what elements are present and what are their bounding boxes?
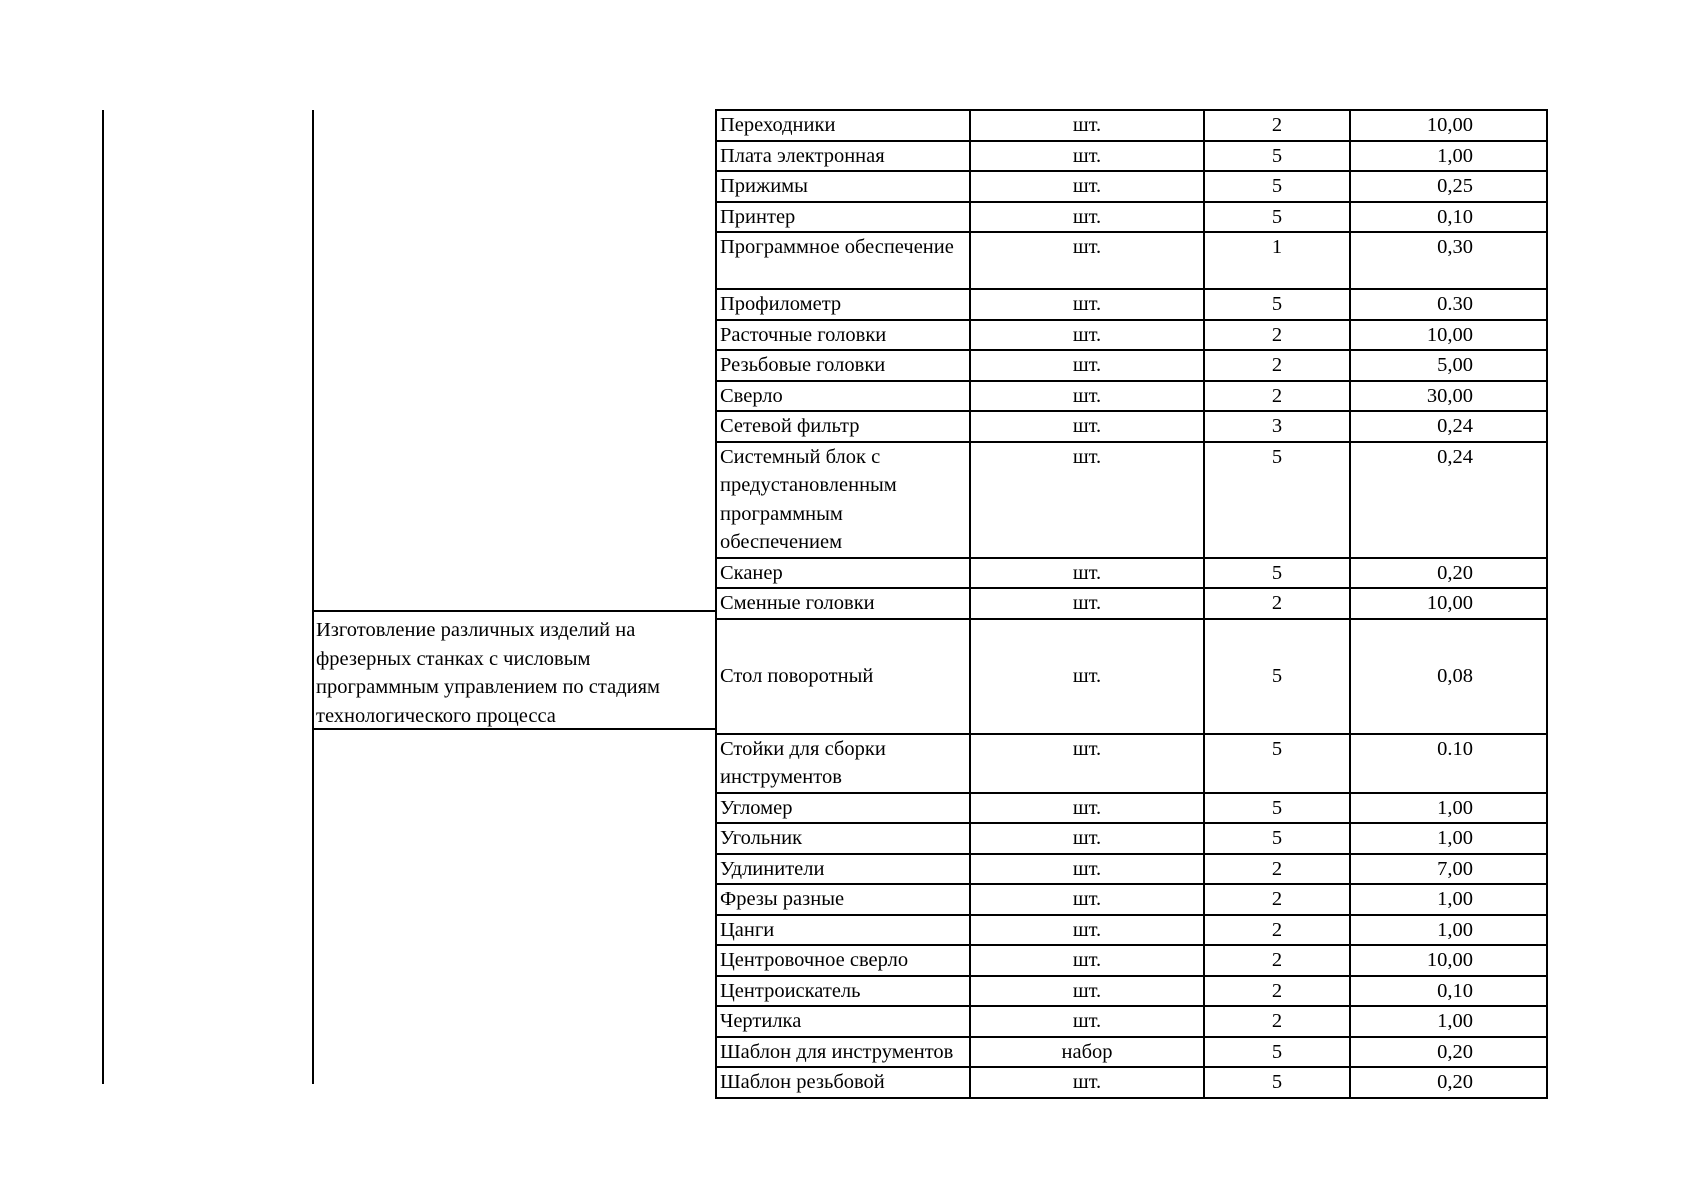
table-row bbox=[716, 141, 1547, 172]
item-name-cell: Стол поворотный bbox=[716, 619, 970, 734]
unit-cell: шт. bbox=[970, 411, 1204, 442]
norm-cell: 0,30 bbox=[1350, 232, 1547, 289]
table-row bbox=[716, 915, 1547, 946]
unit-cell: шт. bbox=[970, 884, 1204, 915]
norm-cell: 5,00 bbox=[1350, 350, 1547, 381]
left-border-line bbox=[102, 110, 104, 1084]
unit-cell: шт. bbox=[970, 915, 1204, 946]
item-name-cell: Цанги bbox=[716, 915, 970, 946]
norm-cell: 30,00 bbox=[1350, 381, 1547, 412]
item-name-cell: Фрезы разные bbox=[716, 884, 970, 915]
table-row bbox=[716, 793, 1547, 824]
norm-cell: 0,20 bbox=[1350, 1067, 1547, 1098]
unit-cell: шт. bbox=[970, 320, 1204, 351]
item-name-cell: Сканер bbox=[716, 558, 970, 589]
quantity-cell: 5 bbox=[1204, 141, 1350, 172]
quantity-cell: 2 bbox=[1204, 110, 1350, 141]
norm-cell: 0,20 bbox=[1350, 558, 1547, 589]
quantity-cell: 2 bbox=[1204, 915, 1350, 946]
norm-cell: 1,00 bbox=[1350, 884, 1547, 915]
table-row bbox=[716, 171, 1547, 202]
section-column-border-line bbox=[312, 110, 314, 1084]
unit-cell: шт. bbox=[970, 350, 1204, 381]
unit-cell: шт. bbox=[970, 558, 1204, 589]
norm-cell: 10,00 bbox=[1350, 110, 1547, 141]
quantity-cell: 2 bbox=[1204, 1006, 1350, 1037]
item-name-cell: Стойки для сборки инструментов bbox=[716, 734, 970, 793]
norm-cell: 0.30 bbox=[1350, 289, 1547, 320]
item-name-cell: Плата электронная bbox=[716, 141, 970, 172]
table-row bbox=[716, 619, 1547, 734]
unit-cell: шт. bbox=[970, 793, 1204, 824]
quantity-cell: 2 bbox=[1204, 350, 1350, 381]
unit-cell: шт. bbox=[970, 588, 1204, 619]
quantity-cell: 5 bbox=[1204, 289, 1350, 320]
norm-cell: 0,25 bbox=[1350, 171, 1547, 202]
item-name-cell: Шаблон для инструментов bbox=[716, 1037, 970, 1068]
item-name-cell: Системный блок с предустановленным программным обеспечением bbox=[716, 442, 970, 558]
unit-cell: шт. bbox=[970, 945, 1204, 976]
equipment-table bbox=[715, 109, 1548, 1099]
quantity-cell: 5 bbox=[1204, 1037, 1350, 1068]
table-row bbox=[716, 1037, 1547, 1068]
norm-cell: 1,00 bbox=[1350, 793, 1547, 824]
norm-cell: 1,00 bbox=[1350, 915, 1547, 946]
item-name-cell: Расточные головки bbox=[716, 320, 970, 351]
section-label-cell: Изготовление различных изделий на фрезерных станках с числовым программным управлением по стадиям технологического процесса bbox=[313, 610, 717, 730]
unit-cell: шт. bbox=[970, 823, 1204, 854]
item-name-cell: Профилометр bbox=[716, 289, 970, 320]
item-name-cell: Принтер bbox=[716, 202, 970, 233]
unit-cell: шт. bbox=[970, 976, 1204, 1007]
norm-cell: 7,00 bbox=[1350, 854, 1547, 885]
table-row bbox=[716, 232, 1547, 289]
norm-cell: 1,00 bbox=[1350, 1006, 1547, 1037]
norm-cell: 10,00 bbox=[1350, 945, 1547, 976]
item-name-cell: Угольник bbox=[716, 823, 970, 854]
item-name-cell: Центроискатель bbox=[716, 976, 970, 1007]
norm-cell: 0,20 bbox=[1350, 1037, 1547, 1068]
table-row bbox=[716, 289, 1547, 320]
quantity-cell: 5 bbox=[1204, 619, 1350, 734]
quantity-cell: 1 bbox=[1204, 232, 1350, 289]
quantity-cell: 3 bbox=[1204, 411, 1350, 442]
table-row bbox=[716, 202, 1547, 233]
norm-cell: 0,10 bbox=[1350, 202, 1547, 233]
item-name-cell: Прижимы bbox=[716, 171, 970, 202]
norm-cell: 10,00 bbox=[1350, 588, 1547, 619]
unit-cell: шт. bbox=[970, 171, 1204, 202]
quantity-cell: 5 bbox=[1204, 823, 1350, 854]
quantity-cell: 5 bbox=[1204, 558, 1350, 589]
quantity-cell: 2 bbox=[1204, 381, 1350, 412]
unit-cell: шт. bbox=[970, 1067, 1204, 1098]
item-name-cell: Сверло bbox=[716, 381, 970, 412]
quantity-cell: 2 bbox=[1204, 854, 1350, 885]
norm-cell: 0.10 bbox=[1350, 734, 1547, 793]
table-row bbox=[716, 558, 1547, 589]
table-row bbox=[716, 734, 1547, 793]
table-row bbox=[716, 854, 1547, 885]
table-row bbox=[716, 823, 1547, 854]
unit-cell: шт. bbox=[970, 289, 1204, 320]
quantity-cell: 5 bbox=[1204, 793, 1350, 824]
item-name-cell: Программное обеспечение bbox=[716, 232, 970, 289]
item-name-cell: Чертилка bbox=[716, 1006, 970, 1037]
unit-cell: шт. bbox=[970, 381, 1204, 412]
table-row bbox=[716, 588, 1547, 619]
unit-cell: шт. bbox=[970, 619, 1204, 734]
unit-cell: шт. bbox=[970, 232, 1204, 289]
item-name-cell: Удлинители bbox=[716, 854, 970, 885]
norm-cell: 0,08 bbox=[1350, 619, 1547, 734]
table-row bbox=[716, 381, 1547, 412]
item-name-cell: Сетевой фильтр bbox=[716, 411, 970, 442]
table-row bbox=[716, 976, 1547, 1007]
quantity-cell: 5 bbox=[1204, 1067, 1350, 1098]
item-name-cell: Центровочное сверло bbox=[716, 945, 970, 976]
unit-cell: набор bbox=[970, 1037, 1204, 1068]
unit-cell: шт. bbox=[970, 442, 1204, 558]
quantity-cell: 2 bbox=[1204, 945, 1350, 976]
item-name-cell: Сменные головки bbox=[716, 588, 970, 619]
quantity-cell: 5 bbox=[1204, 202, 1350, 233]
table-row bbox=[716, 442, 1547, 558]
unit-cell: шт. bbox=[970, 1006, 1204, 1037]
quantity-cell: 5 bbox=[1204, 442, 1350, 558]
table-row bbox=[716, 411, 1547, 442]
unit-cell: шт. bbox=[970, 854, 1204, 885]
norm-cell: 1,00 bbox=[1350, 823, 1547, 854]
table-row bbox=[716, 884, 1547, 915]
unit-cell: шт. bbox=[970, 110, 1204, 141]
unit-cell: шт. bbox=[970, 734, 1204, 793]
unit-cell: шт. bbox=[970, 202, 1204, 233]
table-row bbox=[716, 320, 1547, 351]
item-name-cell: Резьбовые головки bbox=[716, 350, 970, 381]
norm-cell: 1,00 bbox=[1350, 141, 1547, 172]
norm-cell: 0,24 bbox=[1350, 411, 1547, 442]
table-row bbox=[716, 110, 1547, 141]
norm-cell: 0,10 bbox=[1350, 976, 1547, 1007]
quantity-cell: 5 bbox=[1204, 171, 1350, 202]
table-row bbox=[716, 945, 1547, 976]
unit-cell: шт. bbox=[970, 141, 1204, 172]
item-name-cell: Угломер bbox=[716, 793, 970, 824]
item-name-cell: Переходники bbox=[716, 110, 970, 141]
quantity-cell: 5 bbox=[1204, 734, 1350, 793]
norm-cell: 10,00 bbox=[1350, 320, 1547, 351]
item-name-cell: Шаблон резьбовой bbox=[716, 1067, 970, 1098]
quantity-cell: 2 bbox=[1204, 588, 1350, 619]
quantity-cell: 2 bbox=[1204, 320, 1350, 351]
table-row bbox=[716, 350, 1547, 381]
table-row bbox=[716, 1067, 1547, 1098]
norm-cell: 0,24 bbox=[1350, 442, 1547, 558]
quantity-cell: 2 bbox=[1204, 884, 1350, 915]
table-row bbox=[716, 1006, 1547, 1037]
quantity-cell: 2 bbox=[1204, 976, 1350, 1007]
